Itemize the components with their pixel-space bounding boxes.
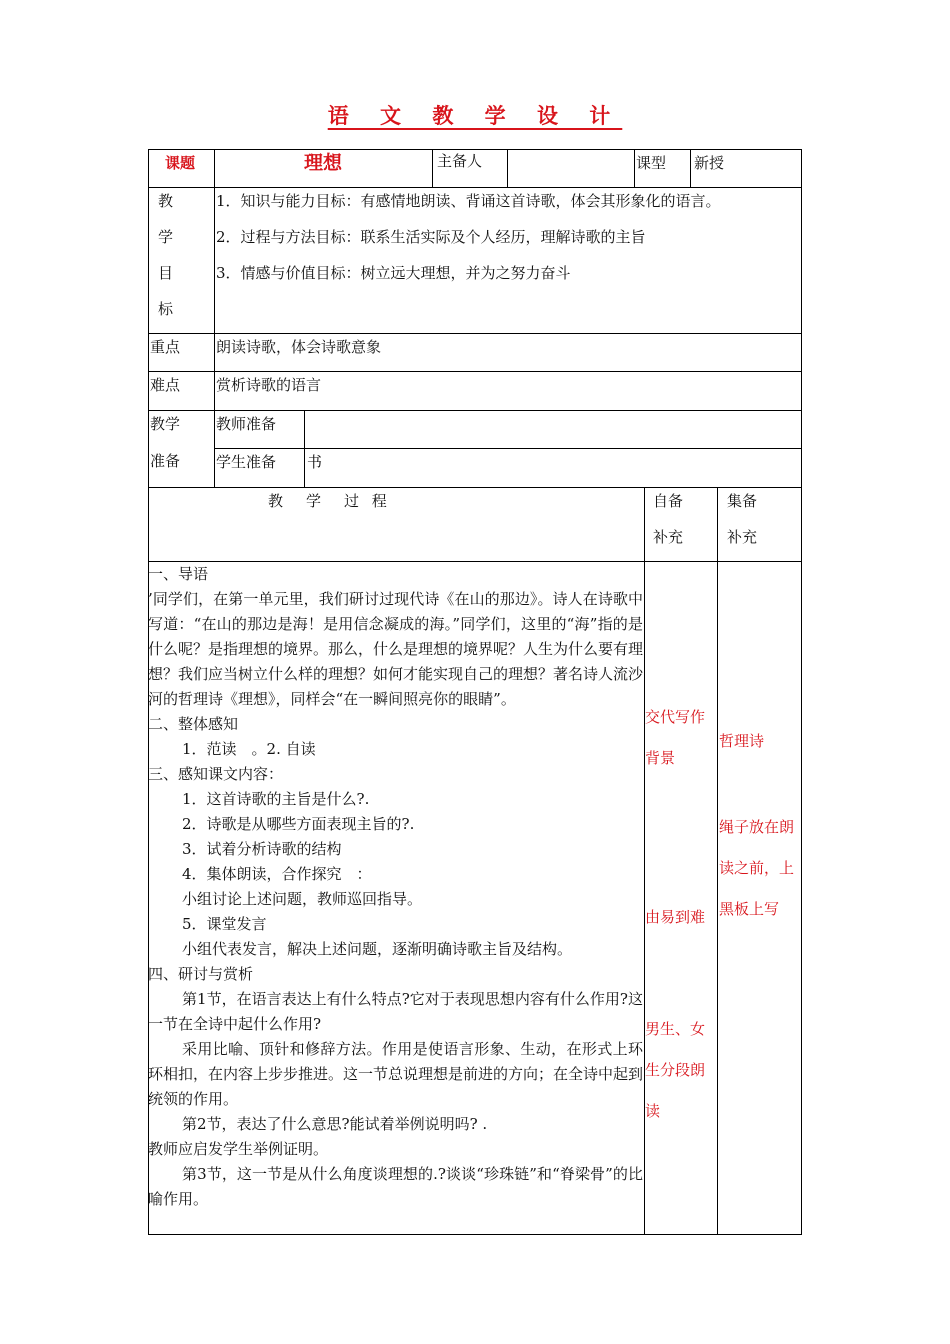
col-line (717, 487, 718, 1235)
table-border-right (801, 149, 802, 1235)
list-item: 1．范读 。2. 自读 (182, 740, 316, 758)
self-notes-header: 自备 (653, 492, 684, 510)
self-notes-header: 补充 (653, 528, 684, 546)
student-prep-value: 书 (307, 453, 323, 471)
list-item: 5．课堂发言 (182, 915, 267, 933)
list-item: 小组讨论上述问题，教师巡回指导。 (182, 890, 423, 908)
row-line (148, 410, 802, 411)
preparation-label: 准备 (150, 452, 181, 470)
process-header: 教 学 过 程 (268, 492, 391, 510)
list-item: 1．这首诗歌的主旨是什么?. (182, 790, 370, 808)
goals-label-char: 学 (158, 228, 174, 246)
intro-paragraph: ’同学们，在第一单元里，我们研讨过现代诗《在山的那边》。诗人在诗歌中写道：“在山的那边是海！是用信念凝成的海。”同学们，这里的“海”指的是什么呢？是指理想的境界。那么，什么是理想的境界呢？人生为什么要有理想？我们应当树立什么样的理想？如何才能实现自己的理想？著名诗人流沙河的哲理诗《理想》，同样会“在一瞬间照亮你的眼睛”。 (148, 590, 644, 708)
analysis-paragraph: 第2节，表达了什么意思?能试着举例说明吗? . (182, 1115, 488, 1133)
difficulty-label: 难点 (150, 376, 181, 394)
goals-label-char: 教 (158, 192, 174, 210)
key-point-value: 朗读诗歌，体会诗歌意象 (216, 338, 382, 356)
lesson-type-value: 新授 (694, 154, 725, 172)
key-point-label: 重点 (150, 338, 181, 356)
self-note: 由易到难 (645, 908, 706, 926)
analysis-paragraph: 第3节，这一节是从什么角度谈理想的.?谈谈“珍珠链”和“脊梁骨”的比喻作用。 (148, 1165, 643, 1208)
section-heading: 二、整体感知 (148, 715, 239, 733)
col-line (214, 149, 215, 487)
lesson-type-label: 课型 (636, 154, 667, 172)
list-item: 4．集体朗读，合作探究 ： (182, 865, 372, 883)
teacher-prep-label: 教师准备 (216, 415, 277, 433)
section-heading: 三、感知课文内容： (148, 765, 284, 783)
group-note: 绳子放在朗读之前，上黑板上写 (719, 818, 795, 918)
col-line (634, 149, 635, 187)
section-heading: 四、研讨与赏析 (148, 965, 254, 983)
preparation-label: 教学 (150, 415, 181, 433)
preparer-label: 主备人 (437, 152, 483, 170)
col-line (690, 149, 691, 187)
difficulty-value: 赏析诗歌的语言 (216, 376, 322, 394)
goals-label-char: 目 (158, 264, 174, 282)
row-line (148, 187, 802, 188)
row-line (148, 333, 802, 334)
analysis-paragraph: 第1节，在语言表达上有什么特点?它对于表现思想内容有什么作用?这一节在全诗中起什么作用? (148, 990, 643, 1033)
goals-label-char: 标 (158, 300, 174, 318)
list-item: 2．诗歌是从哪些方面表现主旨的?. (182, 815, 415, 833)
table-border-bottom (148, 1234, 802, 1235)
page-title: 语 文 教 学 设 计 (327, 103, 623, 128)
analysis-paragraph: 采用比喻、顶针和修辞方法。作用是使语言形象、生动，在形式上环环相扣，在内容上步步推进。这一节总说理想是前进的方向；在全诗中起到统领的作用。 (148, 1040, 644, 1108)
self-note: 男生、女生分段朗读 (645, 1020, 706, 1120)
section-heading: 一、导语 (148, 565, 209, 583)
process-content (148, 562, 643, 1212)
list-item: 小组代表发言，解决上述问题，逐渐明确诗歌主旨及结构。 (182, 940, 573, 958)
col-line (507, 149, 508, 187)
row-line (148, 371, 802, 372)
group-notes-header: 补充 (727, 528, 758, 546)
group-notes-header: 集备 (727, 492, 758, 510)
row-line (214, 448, 802, 449)
goal-item: 2．过程与方法目标：联系生活实际及个人经历，理解诗歌的主旨 (216, 228, 646, 246)
topic-label: 课题 (165, 154, 196, 172)
group-note: 哲理诗 (719, 732, 765, 750)
col-line (432, 149, 433, 187)
topic-value: 理想 (304, 152, 343, 174)
self-note: 交代写作背景 (645, 708, 706, 767)
analysis-paragraph: 教师应启发学生举例证明。 (148, 1140, 329, 1158)
goal-item: 1．知识与能力目标：有感情地朗读、背诵这首诗歌，体会其形象化的语言。 (216, 192, 721, 210)
row-line (148, 487, 802, 488)
list-item: 3．试着分析诗歌的结构 (182, 840, 342, 858)
student-prep-label: 学生准备 (216, 453, 277, 471)
col-line (304, 410, 305, 487)
goal-item: 3．情感与价值目标：树立远大理想，并为之努力奋斗 (216, 264, 571, 282)
